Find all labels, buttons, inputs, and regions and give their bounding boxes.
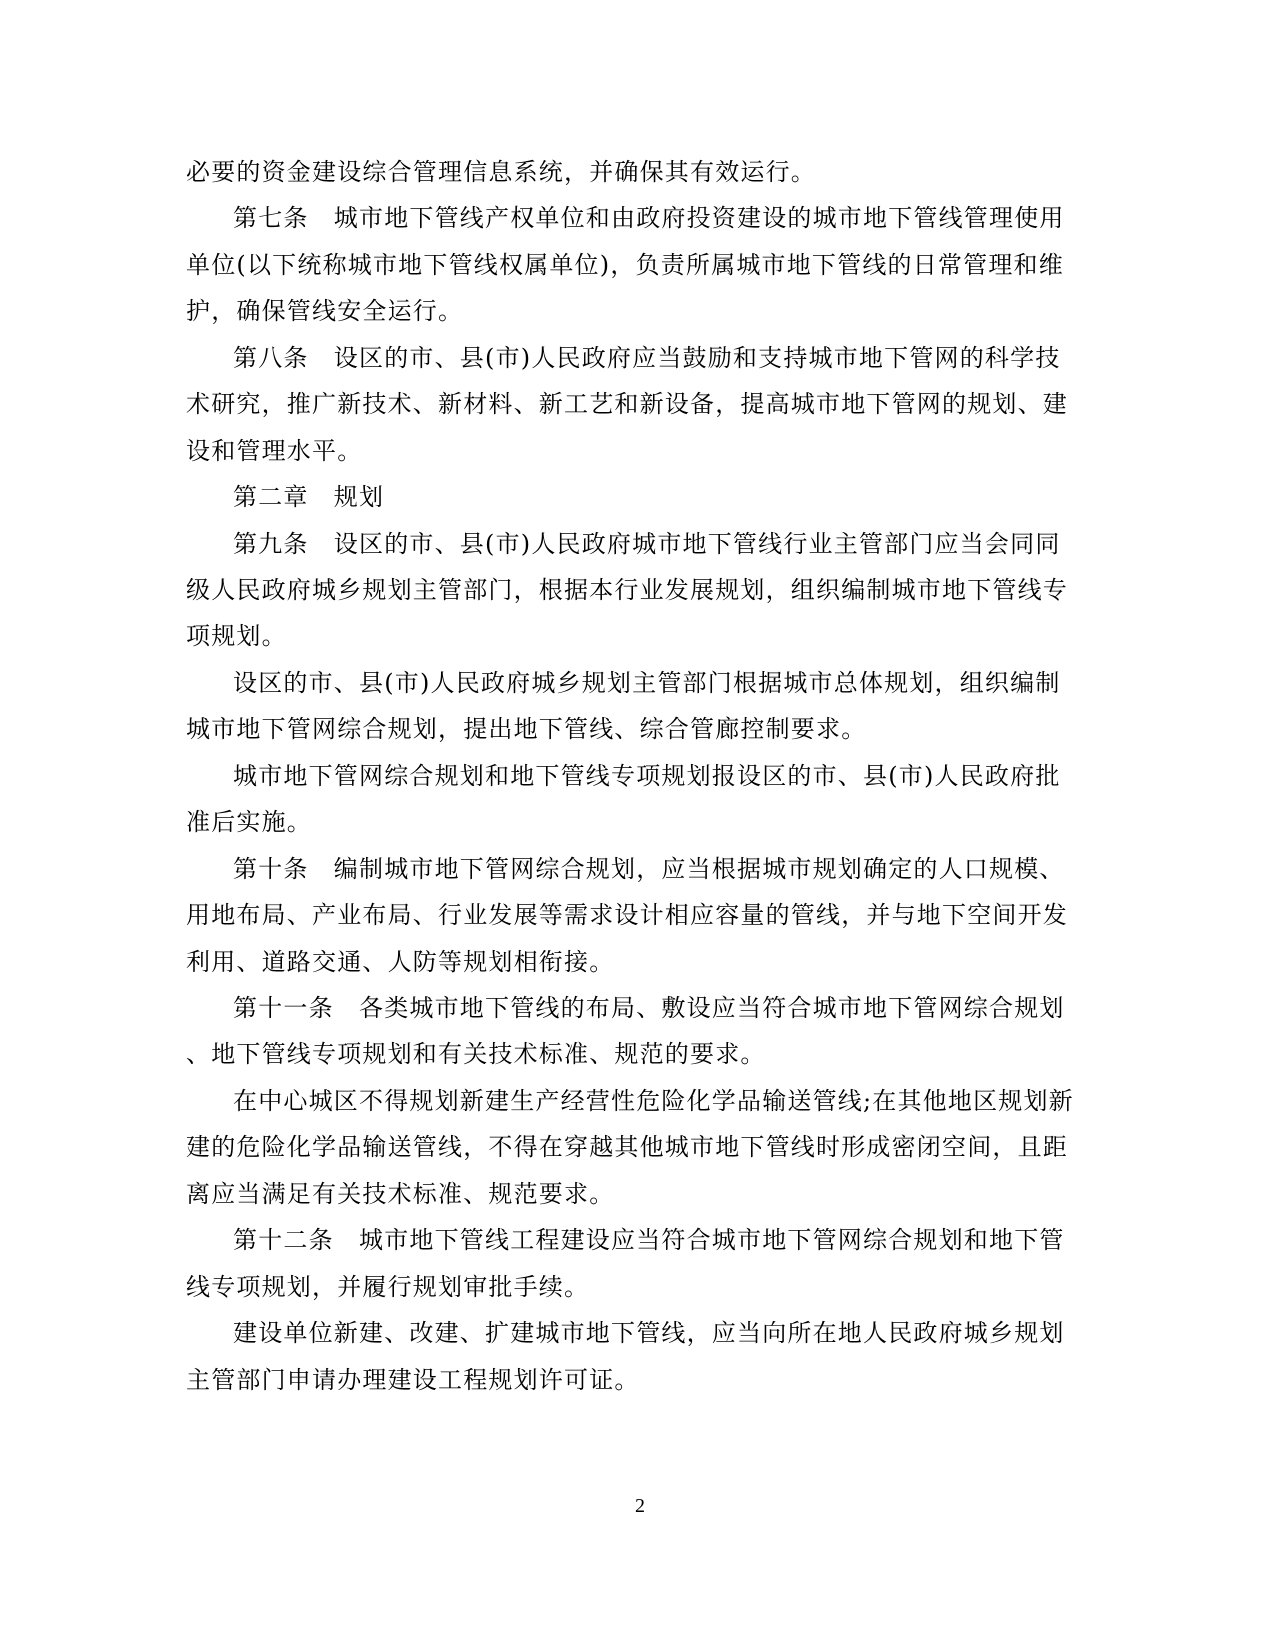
text-line: 第九条 设区的市、县(市)人民政府城市地下管线行业主管部门应当会同同 <box>233 530 1061 558</box>
text-line: 第十二条 城市地下管线工程建设应当符合城市地下管网综合规划和地下管 <box>233 1226 1065 1254</box>
text-line: 建的危险化学品输送管线，不得在穿越其他城市地下管线时形成密闭空间，且距 <box>186 1133 1068 1161</box>
text-line: 离应当满足有关技术标准、规范要求。 <box>186 1180 615 1208</box>
text-line: 项规划。 <box>186 622 287 650</box>
text-line: 城市地下管网综合规划，提出地下管线、综合管廊控制要求。 <box>186 715 867 743</box>
text-line: 、地下管线专项规划和有关技术标准、规范的要求。 <box>186 1040 766 1068</box>
text-line: 建设单位新建、改建、扩建城市地下管线，应当向所在地人民政府城乡规划 <box>233 1319 1065 1347</box>
text-line: 单位(以下统称城市地下管线权属单位)，负责所属城市地下管线的日常管理和维 <box>186 251 1064 279</box>
text-line: 设和管理水平。 <box>186 437 363 465</box>
text-line: 线专项规划，并履行规划审批手续。 <box>186 1273 590 1301</box>
text-line: 准后实施。 <box>186 808 312 836</box>
page-number: 2 <box>635 1495 645 1517</box>
text-line: 主管部门申请办理建设工程规划许可证。 <box>186 1366 640 1394</box>
text-line: 级人民政府城乡规划主管部门，根据本行业发展规划，组织编制城市地下管线专 <box>186 576 1068 604</box>
text-line: 利用、道路交通、人防等规划相衔接。 <box>186 948 615 976</box>
text-line: 第七条 城市地下管线产权单位和由政府投资建设的城市地下管线管理使用 <box>233 204 1065 232</box>
text-line: 用地布局、产业布局、行业发展等需求设计相应容量的管线，并与地下空间开发 <box>186 901 1068 929</box>
text-line: 术研究，推广新技术、新材料、新工艺和新设备，提高城市地下管网的规划、建 <box>186 390 1068 418</box>
text-line: 第十一条 各类城市地下管线的布局、敷设应当符合城市地下管网综合规划 <box>233 994 1065 1022</box>
chapter-heading: 第二章 规划 <box>233 483 385 511</box>
text-line: 第十条 编制城市地下管网综合规划，应当根据城市规划确定的人口规模、 <box>233 855 1065 883</box>
text-line: 城市地下管网综合规划和地下管线专项规划报设区的市、县(市)人民政府批 <box>233 762 1061 790</box>
text-line: 第八条 设区的市、县(市)人民政府应当鼓励和支持城市地下管网的科学技 <box>233 344 1061 372</box>
text-line: 在中心城区不得规划新建生产经营性危险化学品输送管线;在其他地区规划新 <box>233 1087 1074 1115</box>
text-line: 设区的市、县(市)人民政府城乡规划主管部门根据城市总体规划，组织编制 <box>233 669 1061 697</box>
text-line: 必要的资金建设综合管理信息系统，并确保其有效运行。 <box>186 158 816 186</box>
text-line: 护，确保管线安全运行。 <box>186 297 464 325</box>
